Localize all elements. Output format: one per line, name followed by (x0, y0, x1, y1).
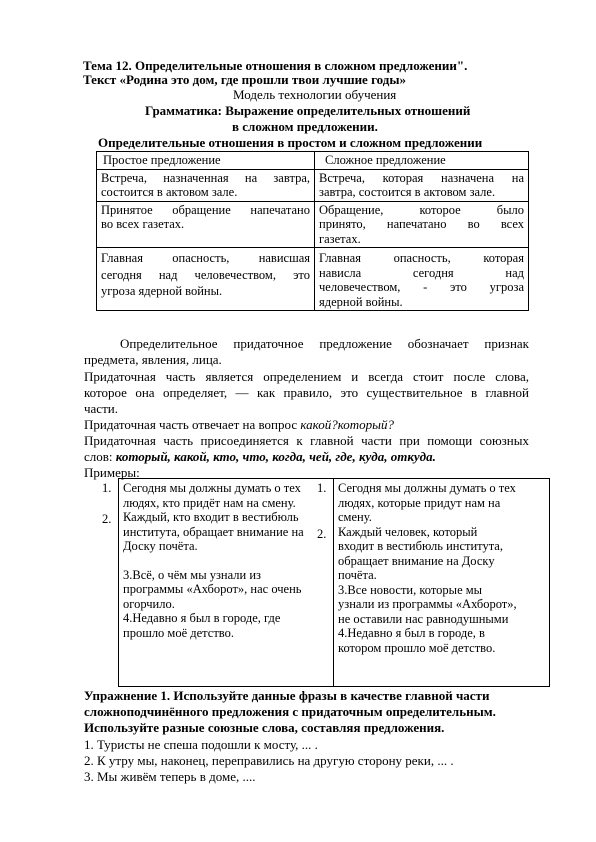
list-number: 1. (102, 481, 112, 495)
example-line: Каждый, кто входит в вестибюль (123, 510, 299, 524)
question-line (84, 417, 394, 432)
exercise-item: 3. Мы живём теперь в доме, .... (84, 769, 256, 784)
example-line: 3.Все новости, которые мы (338, 582, 483, 597)
text-title: Текст «Родина это дом, где прошли твои лучшие годы» (83, 72, 407, 87)
topic-title: Тема 12. Определительные отношения в сложном предложении". (83, 58, 468, 73)
example-line: 4.Недавно я был в городе, в (338, 626, 485, 640)
cell-line: сегодня над человечеством, это (101, 267, 310, 282)
cell-line: завтра, состоится в актовом зале. (319, 185, 496, 199)
cell-line: человечеством, - это угроза (319, 280, 524, 294)
table-row (97, 169, 529, 201)
grammar-subtitle: в сложном предложении. (232, 119, 378, 134)
example-line: 3.Всё, о чём мы узнали из (123, 567, 261, 582)
question-words: какой?который? (300, 417, 394, 432)
spacer (123, 554, 329, 568)
cell-simple (97, 169, 315, 201)
exercise-item: 1. Туристы не спеша подошли к мосту, ... . (84, 737, 318, 752)
list-number: 1. (317, 481, 327, 495)
cell-simple (97, 201, 315, 248)
paragraph-line: предмета, явления, лица. (84, 352, 222, 367)
example-line: программы «Ахборот», нас очень (123, 582, 302, 596)
example-line: Каждый человек, который (338, 524, 478, 539)
list-number: 2. (317, 527, 327, 541)
examples-simple-cell (119, 479, 334, 687)
cell-complex (315, 169, 529, 201)
cell-line: принято, напечатано во всех (319, 217, 524, 231)
cell-simple (97, 248, 315, 311)
list-number: 2. (102, 512, 112, 526)
header-simple: Простое предложение (97, 152, 315, 170)
example-line: смену. (338, 510, 372, 524)
example-line: Сегодня мы должны думать о тех (338, 481, 516, 495)
cell-line: нависла сегодня над (319, 265, 524, 280)
examples-table (118, 478, 550, 687)
example-line: института, обращает внимание на (123, 524, 304, 539)
cell-line: Встреча, назначенная на завтра, (101, 170, 310, 185)
cell-complex (315, 201, 529, 248)
cell-line: Обращение, которое было (319, 202, 524, 217)
words-prefix: слов: (84, 449, 116, 464)
table-row (97, 201, 529, 248)
paragraph-line: части. (84, 401, 118, 416)
table-row (97, 248, 529, 311)
cell-line: Главная опасность, которая (319, 251, 524, 265)
example-line: 4.Недавно я был в городе, где (123, 611, 281, 625)
cell-line: во всех газетах. (101, 217, 185, 231)
cell-line: газетах. (319, 231, 361, 246)
example-line: узнали из программы «Ахборот», (338, 597, 517, 611)
cell-line: Принятое обращение напечатано (101, 202, 310, 217)
exercise-title: Упражнение 1. Используйте данные фразы в качестве главной части (84, 688, 490, 703)
table-row (119, 479, 550, 687)
comparison-table (96, 151, 529, 311)
list-item (123, 510, 329, 554)
exercise-title: сложноподчинённого предложения с придаточным определительным. (84, 704, 496, 719)
cell-line: Главная опасность, нависшая (101, 251, 310, 265)
examples-complex-cell (334, 479, 550, 687)
example-line: людях, которые придут нам на (338, 495, 501, 510)
cell-line: Встреча, которая назначена на (319, 170, 524, 185)
conjunctive-words-line (84, 449, 436, 464)
table-title: Определительные отношения в простом и сложном предложении (98, 135, 483, 150)
paragraph-line: которое она определяет, — как правило, это существительное в главной (84, 385, 529, 400)
examples-label: Примеры: (84, 465, 140, 480)
grammar-title: Грамматика: Выражение определительных отношений (145, 103, 471, 118)
cell-complex (315, 248, 529, 311)
exercise-title: Используйте разные союзные слова, составляя предложения. (84, 720, 445, 735)
example-line: входит в вестибюль института, (338, 539, 503, 553)
example-line: Доску почёта. (123, 539, 198, 553)
example-line: котором прошло моё детство. (338, 640, 496, 655)
example-line: прошло моё детство. (123, 625, 234, 640)
paragraph-line: Придаточная часть является определением и всегда стоит после слова, (84, 369, 529, 384)
example-line: огорчило. (123, 596, 175, 611)
example-line: почёта. (338, 568, 377, 582)
cell-line: ядерной войны. (319, 294, 403, 309)
model-label: Модель технологии обучения (233, 87, 397, 102)
example-line: Сегодня мы должны думать о тех (123, 481, 301, 495)
header-complex: Сложное предложение (315, 152, 529, 170)
paragraph-line: Придаточная часть присоединяется к главной части при помощи союзных (84, 433, 529, 448)
cell-line: угроза ядерной войны. (101, 284, 223, 298)
list-item (123, 481, 329, 510)
table-header-row (97, 152, 529, 170)
exercise-item: 2. К утру мы, наконец, переправились на другую сторону реки, ... . (84, 753, 454, 768)
question-text: Придаточная часть отвечает на вопрос (84, 417, 301, 432)
paragraph-line: Определительное придаточное предложение обозначает признак (120, 336, 529, 351)
example-line: не оставили нас равнодушными (338, 611, 509, 626)
example-line: людях, кто придёт нам на смену. (123, 495, 296, 510)
cell-line: состоится в актовом зале. (101, 185, 238, 199)
example-line: обращает внимание на Доску (338, 553, 495, 568)
conjunctive-words: который, какой, кто, что, когда, чей, где, куда, откуда. (115, 449, 436, 464)
